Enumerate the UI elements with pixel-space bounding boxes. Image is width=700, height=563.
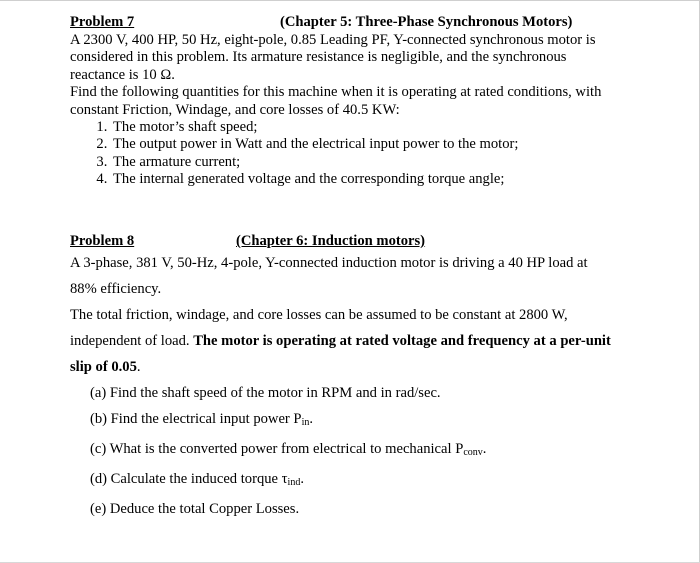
problem-7-question-4: 4. The internal generated voltage and the corresponding torque angle; bbox=[111, 171, 630, 188]
problem-8-line bbox=[70, 354, 636, 380]
question-b-text: (b) Find the electrical input power P bbox=[90, 411, 302, 427]
problem-8-chapter: (Chapter 6: Induction motors) bbox=[236, 233, 426, 249]
problem-7-intro-line: reactance is 10 Ω. bbox=[70, 66, 175, 83]
problem-8-line bbox=[70, 328, 636, 354]
problem-8-line: A 3-phase, 381 V, 50-Hz, 4-pole, Y-connected induction motor is driving a 40 HP load at bbox=[70, 255, 588, 271]
problem-7-question-list bbox=[70, 119, 630, 189]
problem-8-question-d bbox=[90, 466, 636, 496]
problem-8-question-b bbox=[90, 406, 636, 436]
problem-8-label: Problem 8 bbox=[70, 233, 135, 249]
problem-8-line-text: independent of load. bbox=[70, 333, 194, 349]
problem-8-question-list bbox=[70, 380, 636, 522]
problem-7-question-3: 3. The armature current; bbox=[111, 154, 630, 171]
question-d-end: . bbox=[300, 471, 304, 487]
problem-8-question-c bbox=[90, 436, 636, 466]
question-d-subscript: ind bbox=[287, 477, 301, 488]
problem-7-intro-line: constant Friction, Windage, and core losses of 40.5 KW: bbox=[70, 101, 400, 118]
problem-8-line: The total friction, windage, and core losses can be assumed to be constant at 2800 W, bbox=[70, 307, 568, 323]
problem-7-intro-line: considered in this problem. Its armature resistance is negligible, and the synchronous bbox=[70, 49, 567, 66]
question-d-text: (d) Calculate the induced torque τ bbox=[90, 471, 288, 487]
problem-8-bold-slip: slip of 0.05 bbox=[70, 359, 137, 375]
problem-7-label: Problem 7 bbox=[70, 14, 135, 30]
problem-8-heading bbox=[70, 233, 636, 250]
problem-8-bold-condition: The motor is operating at rated voltage and frequency at a per-unit bbox=[193, 333, 611, 349]
problem-7-chapter: (Chapter 5: Three-Phase Synchronous Motors) bbox=[280, 14, 573, 30]
problem-7-intro-line: Find the following quantities for this machine when it is operating at rated conditions, with bbox=[70, 84, 602, 101]
question-b-subscript: in bbox=[301, 417, 310, 428]
problem-8-line: 88% efficiency. bbox=[70, 281, 162, 297]
question-c-subscript: conv bbox=[463, 447, 483, 458]
problem-8-question-a: (a) Find the shaft speed of the motor in RPM and in rad/sec. bbox=[90, 385, 441, 401]
problem-7-question-1: 1. The motor’s shaft speed; bbox=[111, 119, 630, 136]
problem-8-line-end: . bbox=[136, 359, 141, 375]
problem-7-intro bbox=[70, 32, 630, 119]
problem-8-statement bbox=[70, 250, 636, 380]
frame-top-border bbox=[0, 0, 700, 1]
problem-7-section bbox=[70, 14, 630, 189]
problem-8-section bbox=[70, 233, 636, 522]
question-b-end: . bbox=[309, 411, 313, 427]
problem-8-question-e: (e) Deduce the total Copper Losses. bbox=[90, 501, 300, 517]
question-c-end: . bbox=[482, 441, 487, 457]
problem-7-question-2: 2. The output power in Watt and the electrical input power to the motor; bbox=[111, 136, 630, 153]
problem-7-heading bbox=[70, 14, 630, 32]
problem-7-intro-line: A 2300 V, 400 HP, 50 Hz, eight-pole, 0.85 Leading PF, Y-connected synchronous motor is bbox=[70, 32, 596, 48]
question-c-text: (c) What is the converted power from electrical to mechanical P bbox=[90, 441, 464, 457]
